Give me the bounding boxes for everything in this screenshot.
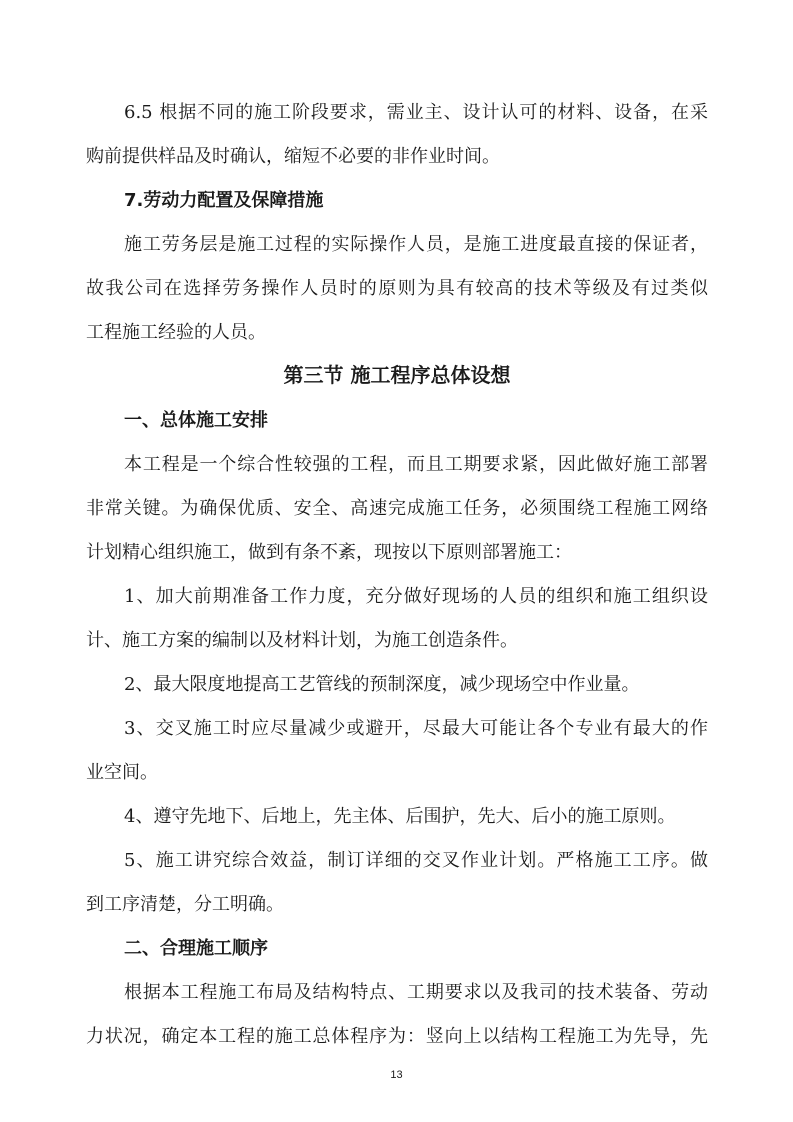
list-item-3-line-1: 3、交叉施工时应尽量减少或避开，尽最大可能让各个专业有最大的作 [124,718,708,739]
list-item-3-line-2: 业空间。 [86,762,158,783]
list-item-1-line-2: 计、施工方案的编制以及材料计划，为施工创造条件。 [86,630,518,651]
paragraph-labor-line-1: 施工劳务层是施工过程的实际操作人员，是施工进度最直接的保证者， [124,234,708,255]
paragraph-intro-line-1: 本工程是一个综合性较强的工程，而且工期要求紧，因此做好施工部署 [124,454,708,475]
paragraph-intro-line-2: 非常关键。为确保优质、安全、高速完成施工任务，必须围绕工程施工网络 [86,498,708,519]
paragraph-labor-line-2: 故我公司在选择劳务操作人员时的原则为具有较高的技术等级及有过类似 [86,278,708,299]
list-item-5-line-1: 5、施工讲究综合效益，制订详细的交叉作业计划。严格施工工序。做 [124,850,708,871]
paragraph-order-line-1: 根据本工程施工布局及结构特点、工期要求以及我司的技术装备、劳动 [124,982,708,1003]
list-item-4-line-1: 4、遵守先地下、后地上，先主体、后围护，先大、后小的施工原则。 [124,806,676,827]
paragraph-6-5-line-2: 购前提供样品及时确认，缩短不必要的非作业时间。 [86,146,500,167]
page-number: 13 [390,1069,403,1081]
heading-construction-sequence: 二、合理施工顺序 [124,938,268,959]
list-item-5-line-2: 到工序清楚，分工明确。 [86,894,284,915]
list-item-2-line-1: 2、最大限度地提高工艺管线的预制深度，减少现场空中作业量。 [124,674,640,695]
paragraph-labor-line-3: 工程施工经验的人员。 [86,322,266,343]
paragraph-order-line-2: 力状况，确定本工程的施工总体程序为：竖向上以结构工程施工为先导，先 [86,1026,708,1047]
list-item-1-line-1: 1、加大前期准备工作力度，充分做好现场的人员的组织和施工组织设 [124,586,708,607]
heading-labor-allocation: 7.劳动力配置及保障措施 [124,190,324,211]
section-title: 第三节 施工程序总体设想 [283,363,511,387]
paragraph-intro-line-3: 计划精心组织施工，做到有条不紊，现按以下原则部署施工： [86,542,572,563]
paragraph-6-5-line-1: 6.5 根据不同的施工阶段要求，需业主、设计认可的材料、设备，在采 [124,102,708,123]
heading-overall-arrangement: 一、总体施工安排 [124,410,268,431]
